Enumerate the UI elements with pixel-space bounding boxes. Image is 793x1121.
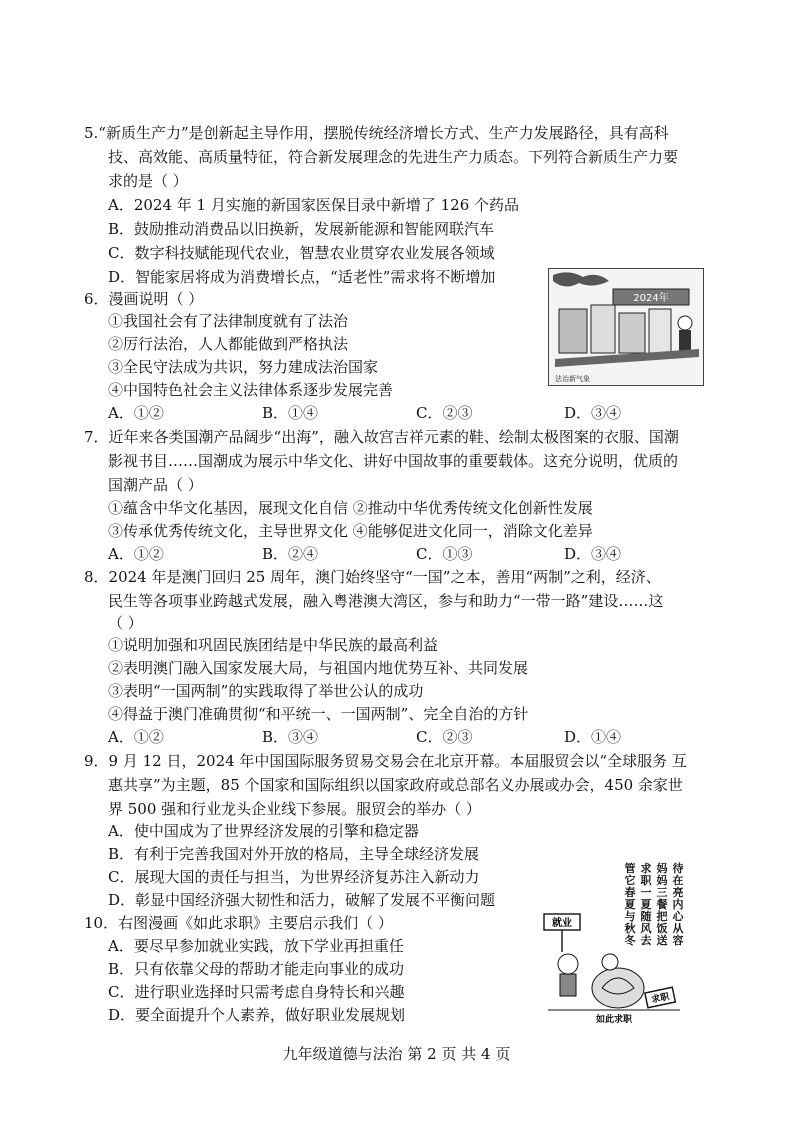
q7-choice-c: C．①③ (416, 545, 473, 563)
q5-option-c: C．数字科技赋能现代农业，智慧农业贯穿农业发展各领域 (108, 244, 495, 262)
q7-stem-line-1: 7．近年来各类国潮产品阔步“出海”，融入故宫吉祥元素的鞋、绘制太极图案的衣服、国潮 (84, 428, 679, 446)
rule-of-law-cartoon-drawing (549, 269, 703, 385)
q6-choice-a: A．①② (108, 404, 164, 422)
q7-items-row-1: ①蕴含中华文化基因，展现文化自信 ②推动中华优秀传统文化创新性发展 (108, 499, 593, 517)
q9-option-d: D．彰显中国经济强大韧性和活力，破解了发展不平衡问题 (108, 891, 496, 909)
q8-choice-c: C．②③ (416, 728, 473, 746)
q6-choice-d: D．③④ (564, 404, 622, 422)
q10-option-d: D．要全面提升个人素养，做好职业发展规划 (108, 1006, 406, 1024)
q5-option-d: D．智能家居将成为消费增长点，“适老性”需求将不断增加 (108, 268, 496, 286)
sign-job: 就业 (552, 918, 572, 929)
verse-column-2: 妈妈三餐把饭送 (656, 862, 668, 947)
q8-item-1: ①说明加强和巩固民族团结是中华民族的最高利益 (108, 636, 439, 654)
q7-items-row-2: ③传承优秀传统文化，主导世界文化 ④能够促进文化同一，消除文化差异 (108, 522, 593, 540)
q7-choice-d: D．③④ (564, 545, 622, 563)
q5-option-a: A．2024 年 1 月实施的新国家医保目录中新增了 126 个药品 (108, 196, 520, 214)
q8-choice-a: A．①② (108, 728, 164, 746)
q6-choice-c: C．②③ (416, 404, 473, 422)
verse-column-1: 待在亮内心从容 (672, 862, 684, 947)
q7-choice-a: A．①② (108, 545, 164, 563)
q6-stem: 6．漫画说明（ ） (84, 290, 204, 308)
q7-stem-line-2: 影视书目……国潮成为展示中华文化、讲好中国故事的重要载体。这充分说明，优质的 (108, 452, 679, 470)
job-seeking-cartoon (540, 860, 690, 1026)
q6-item-4: ④中国特色社会主义法律体系逐步发展完善 (108, 381, 394, 399)
q8-choice-b: B．③④ (262, 728, 319, 746)
q5-stem-line-1: 5.“新质生产力”是创新起主导作用，摆脱传统经济增长方式、生产力发展路径，具有高科 (84, 124, 669, 142)
q6-item-2: ②厉行法治，人人都能做到严格执法 (108, 335, 349, 353)
q8-choice-d: D．①④ (564, 728, 622, 746)
q9-stem-line-3: 界 500 强和行业龙头企业线下参展。服贸会的举办（ ） (108, 800, 481, 818)
q8-stem-line-2: 民生等各项事业跨越式发展，融入粤港澳大湾区，参与和助力“一带一路”建设……这 (108, 592, 664, 610)
q9-option-c: C．展现大国的责任与担当，为世界经济复苏注入新动力 (108, 868, 480, 886)
q10-stem: 10．右图漫画《如此求职》主要启示我们（ ） (84, 914, 393, 932)
q9-option-a: A．使中国成为了世界经济发展的引擎和稳定器 (108, 822, 419, 840)
cartoon-title-caption: 如此求职 (595, 1015, 633, 1025)
q10-option-b: B．只有依靠父母的帮助才能走向事业的成功 (108, 960, 405, 978)
q8-stem-line-1: 8．2024 年是澳门回归 25 周年，澳门始终坚守“一国”之本，善用“两制”之利，经济、 (84, 568, 661, 586)
verse-column-3: 求职一夏随风去 (640, 862, 652, 947)
q6-item-1: ①我国社会有了法律制度就有了法治 (108, 312, 349, 330)
q10-option-a: A．要尽早参加就业实践，放下学业再担重任 (108, 937, 404, 955)
verse-column-4: 管它春夏与秋冬 (624, 862, 636, 947)
q8-item-3: ③表明“一国两制”的实践取得了举世公认的成功 (108, 682, 424, 700)
sign-seek-job: 求职 (650, 992, 671, 1006)
q6-choice-b: B．①④ (262, 404, 319, 422)
q8-item-4: ④得益于澳门准确贯彻“和平统一、一国两制”、完全自治的方针 (108, 705, 529, 723)
q6-item-3: ③全民守法成为共识，努力建成法治国家 (108, 358, 379, 376)
q5-stem-line-2: 技、高效能、高质量特征，符合新发展理念的先进生产力质态。下列符合新质生产力要 (108, 148, 679, 166)
q7-stem-line-3: 国潮产品（ ） (108, 476, 203, 494)
q8-stem-line-3: （ ） (108, 614, 143, 632)
q5-option-b: B．鼓励推动消费品以旧换新，发展新能源和智能网联汽车 (108, 220, 495, 238)
q5-stem-line-3: 求的是（ ） (108, 172, 188, 190)
q8-item-2: ②表明澳门融入国家发展大局，与祖国内地优势互补、共同发展 (108, 659, 529, 677)
page-footer: 九年级道德与法治 第 2 页 共 4 页 (282, 1045, 511, 1063)
cartoon-caption: 法治新气象 (555, 375, 590, 383)
q9-stem-line-2: 惠共享”为主题，85 个国家和国际组织以国家政府或总部名义办展或办会，450 余家世 (108, 776, 683, 794)
rule-of-law-cartoon (548, 268, 704, 386)
q7-choice-b: B．②④ (262, 545, 319, 563)
q9-option-b: B．有利于完善我国对外开放的格局，主导全球经济发展 (108, 845, 480, 863)
q10-option-c: C．进行职业选择时只需考虑自身特长和兴趣 (108, 983, 405, 1001)
q9-stem-line-1: 9．9 月 12 日，2024 年中国国际服务贸易交易会在北京开幕。本届服贸会以“全球服务 互 (84, 752, 687, 770)
cartoon-banner: 2024年 (633, 293, 669, 304)
job-seeking-cartoon-drawing (540, 860, 690, 1026)
